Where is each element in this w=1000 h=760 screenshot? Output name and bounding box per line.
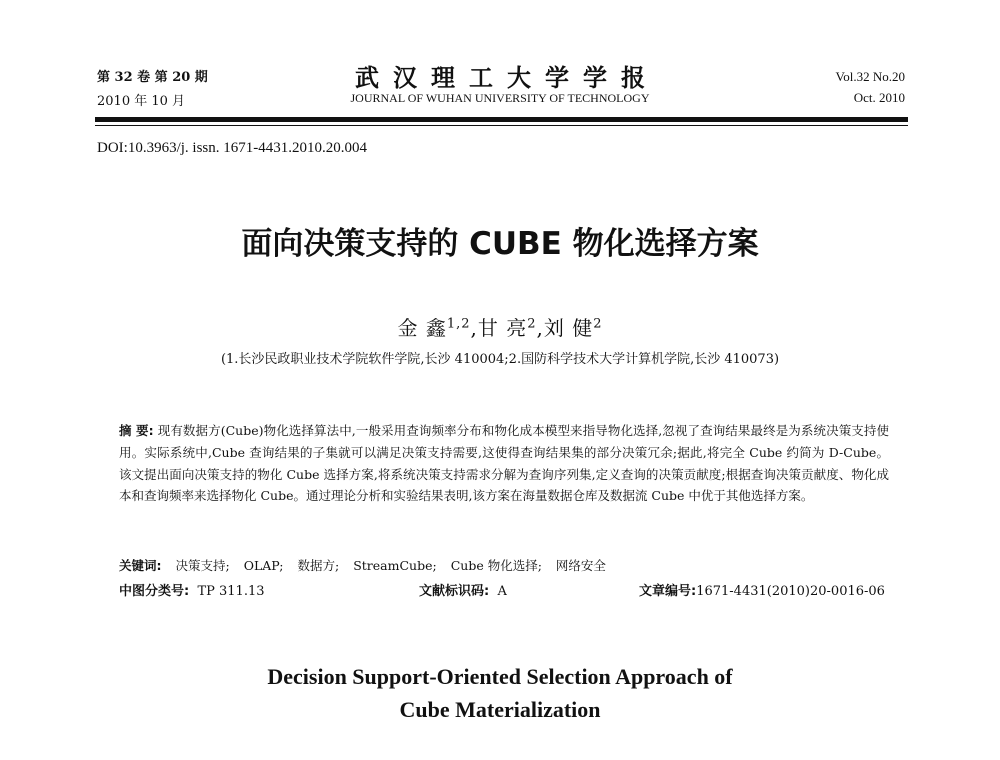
keyword-item: OLAP; — [243, 558, 284, 573]
doc-code-value: A — [497, 584, 507, 599]
journal-title-cn: 武汉理工大学学报 — [355, 63, 659, 92]
doc-code-label: 文献标识码: — [419, 584, 490, 599]
author-name: 刘 健 — [543, 316, 594, 340]
affiliation: (1.长沙民政职业技术学院软件学院,长沙 410004;2.国防科学技术大学计算机学院,长沙 410073) — [220, 352, 780, 367]
publication-date-en: Oct. 2010 — [853, 90, 905, 105]
keyword-item: 网络安全 — [555, 558, 606, 573]
article-number — [639, 580, 885, 599]
abstract-label: 摘 要: — [119, 423, 154, 438]
keyword-item: StreamCube; — [353, 558, 437, 573]
abstract — [119, 420, 889, 507]
publication-date: 2010 年 10 月 — [97, 94, 186, 109]
keyword-item: 数据方; — [297, 558, 340, 573]
keywords — [119, 556, 606, 574]
header-rule-thin — [95, 125, 908, 126]
author-name: 甘 亮 — [477, 316, 528, 340]
author-affiliation-mark: 2 — [527, 316, 537, 332]
abstract-text: 现有数据方(Cube)物化选择算法中,一般采用查询频率分布和物化成本模型来指导物化选择,忽视了查询结果最终是为系统决策支持使用。实际系统中,Cube 查询结果的子集就可以满足决策支持需要,这使得查询结果集的部分决策冗余;据此,将完全 Cube 约简为 D-Cube。该文提出面向决策支持的物化 Cube 选择方案,将系统决策支持需求分解为查询序列集,定义查询的决策贡献度;根据查询决策贡献度、物化成本和查询频率来选择物化 Cube。通过理论分析和实验结果表明,该方案在海量数据仓库及数据流 Cube 中优于其他选择方案。 — [119, 423, 889, 504]
volume-issue-en: Vol.32 No.20 — [835, 69, 905, 84]
document-code — [419, 580, 507, 599]
english-title-line1: Decision Support-Oriented Selection Approach of — [267, 664, 733, 689]
author-affiliation-mark: 2 — [593, 316, 603, 332]
clc-number — [119, 580, 265, 599]
article-no-value: 1671-4431(2010)20-0016-06 — [696, 584, 885, 599]
keywords-label: 关键词: — [119, 558, 162, 573]
english-title-line2: Cube Materialization — [399, 697, 601, 722]
author-list: 金 鑫$^{1,2}$,甘 亮$^2$,刘 健$^2$ — [397, 316, 603, 340]
doi[interactable]: DOI:10.3963/j. issn. 1671-4431.2010.20.004 — [97, 140, 367, 156]
keyword-item: Cube 物化选择; — [450, 558, 542, 573]
author-affiliation-mark: 1,2 — [446, 316, 471, 332]
clc-label: 中图分类号: — [119, 584, 190, 599]
author-name: 金 鑫 — [397, 316, 447, 340]
paper-title: 面向决策支持的 CUBE 物化选择方案 — [241, 226, 759, 262]
article-no-label: 文章编号: — [639, 584, 697, 599]
clc-value: TP 311.13 — [197, 584, 265, 599]
journal-title-en: JOURNAL OF WUHAN UNIVERSITY OF TECHNOLOGY — [350, 91, 650, 105]
header-rule-thick — [95, 117, 908, 122]
keyword-item: 决策支持; — [175, 558, 230, 573]
volume-issue: 第 32 卷 第 20 期 — [97, 70, 208, 85]
